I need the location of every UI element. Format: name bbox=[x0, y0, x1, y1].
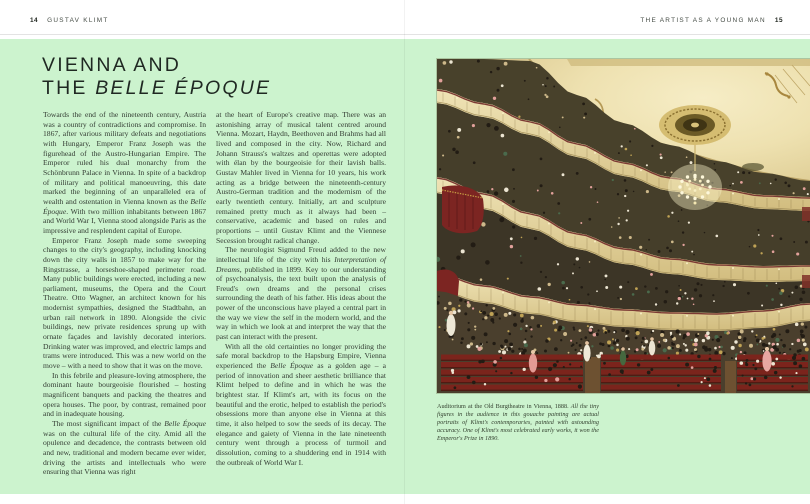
chapter-title bbox=[42, 54, 271, 99]
body-paragraph: Towards the end of the nineteenth century, Austria was a country of contradictions and compromise. In 1867, after various military defeats and negotiations with Hungary, Emperor Franz Joseph was the figurehead of the Austro-Hungarian Empire. The Emperor ruled his dual monarchy from the Schönbrunn Palace in Vienna. In spite of a backdrop of military and political manoeuvring, this date marked the beginning of an unparalleled era of wealth and ostentation in Vienna known as the Belle Époque. With two million inhabitants between 1867 and World War I, Vienna stood alongside Paris as the impressive and resplendent capital of Europe. bbox=[43, 110, 206, 235]
header-rule bbox=[0, 34, 810, 35]
body-paragraph: The most significant impact of the Belle Époque was on the cultural life of the city. Amid all the opulence and decadence, the contrasts between old and new, traditional and modern became ever wider, driving the artists and intellectuals who were ensuring that Vienna was right bbox=[43, 419, 206, 477]
text-column-2 bbox=[216, 110, 386, 467]
page-number-left: 14 bbox=[30, 17, 39, 24]
page-number-right: 15 bbox=[774, 17, 783, 24]
body-paragraph: at the heart of Europe's creative map. There was an astonishing array of musical talent centred around Vienna. Mozart, Haydn, Beethoven and Brahms had all lived and composed in the city. Now, Richard and Johann Strauss's waltzes and operettas were adopted with élan by the bourgeoisie for their lavish balls. Gustav Mahler lived in Vienna for 10 years, his work acting as a bridge between the nineteenth-century Austro-German tradition and the modernism of the early twentieth century. Initially, art and sculpture remained pretty much as it always had been – conservative, academic and based on rules and proportions – until Gustav Klimt and the Viennese Secession brought radical change. bbox=[216, 110, 386, 245]
auditorium-old-burgtheatre-painting bbox=[437, 59, 810, 393]
body-paragraph: With all the old certainties no longer providing the safe moral backdrop to the Hapsburg Empire, Vienna experienced the Belle Époque as a golden age – a period of innovation and sheer aesthetic brilliance that Klimt helped to define and in which he was the brightest star. If Klimt's art, with its focus on the beautiful and the erotic, helped to establish the period's obsessions more than anyone else in Vienna at this time, it also helped to sow the seeds of its decay. The elegance and gaiety of Vienna in the late nineteenth century went through a process of turmoil and dissolution, coming to a shuddering end in 1914 with the outbreak of World War I. bbox=[216, 341, 386, 467]
title-line-2-roman: THE bbox=[42, 76, 96, 99]
body-paragraph: The neurologist Sigmund Freud added to the new intellectual life of the city with his Interpretation of Dreams, published in 1899. Key to our understanding of psychoanalysis, the text built upon the analysis of Freud's own dreams and the personal crises surrounding the death of his father. His ideas about the power of the unconscious have played a central part in the way we view the self in the modern world, and the way in which we look at and interpret the way that the past can interact with the present. bbox=[216, 245, 386, 342]
right-page-header bbox=[640, 17, 783, 24]
painting-caption: Auditorium at the Old Burgtheatre in Vienna, 1888. All the tiny figures in the audience in this gouache painting are actual portraits of Klimt's contemporaries, painted with astounding accuracy. One of Klimt's most celebrated early works, it won the Emperor's Prize in 1890. bbox=[437, 403, 599, 443]
ceiling-rosette bbox=[659, 105, 731, 145]
body-paragraph: In this febrile and pleasure-loving atmosphere, the dominant haute bourgeoisie flourished – hosting magnificent banquets and packing the theatres and opera houses. The poor, by contrast, remained poor and in inadequate housing. bbox=[43, 370, 206, 419]
left-page-header bbox=[30, 17, 109, 24]
text-column-1 bbox=[43, 110, 206, 477]
title-line-1: VIENNA AND bbox=[42, 54, 182, 76]
running-head-right: THE ARTIST AS A YOUNG MAN bbox=[640, 17, 766, 24]
body-paragraph: Emperor Franz Joseph made some sweeping changes to the city's geography, including knocking down the city walls in 1857 to make way for the Ringstrasse, a horseshoe-shaped perimeter road. Many public buildings were erected, including a new parliament, museums, the Opera and the Court Theatre. Otto Wagner, an architect known for his modernist sympathies, designed the Stadtbahn, an urban rail network in 1890. Alongside the civic buildings, new private residences sprung up with ornate façades and lavishly decorated interiors. Drinking water was improved, and electric lamps and trams were introduced. This was a new world on the move – with a need to show that it was on the move. bbox=[43, 235, 206, 371]
title-line-2-italic: BELLE ÉPOQUE bbox=[95, 76, 272, 99]
running-head-left: GUSTAV KLIMT bbox=[47, 17, 109, 24]
page-spine bbox=[404, 0, 405, 504]
